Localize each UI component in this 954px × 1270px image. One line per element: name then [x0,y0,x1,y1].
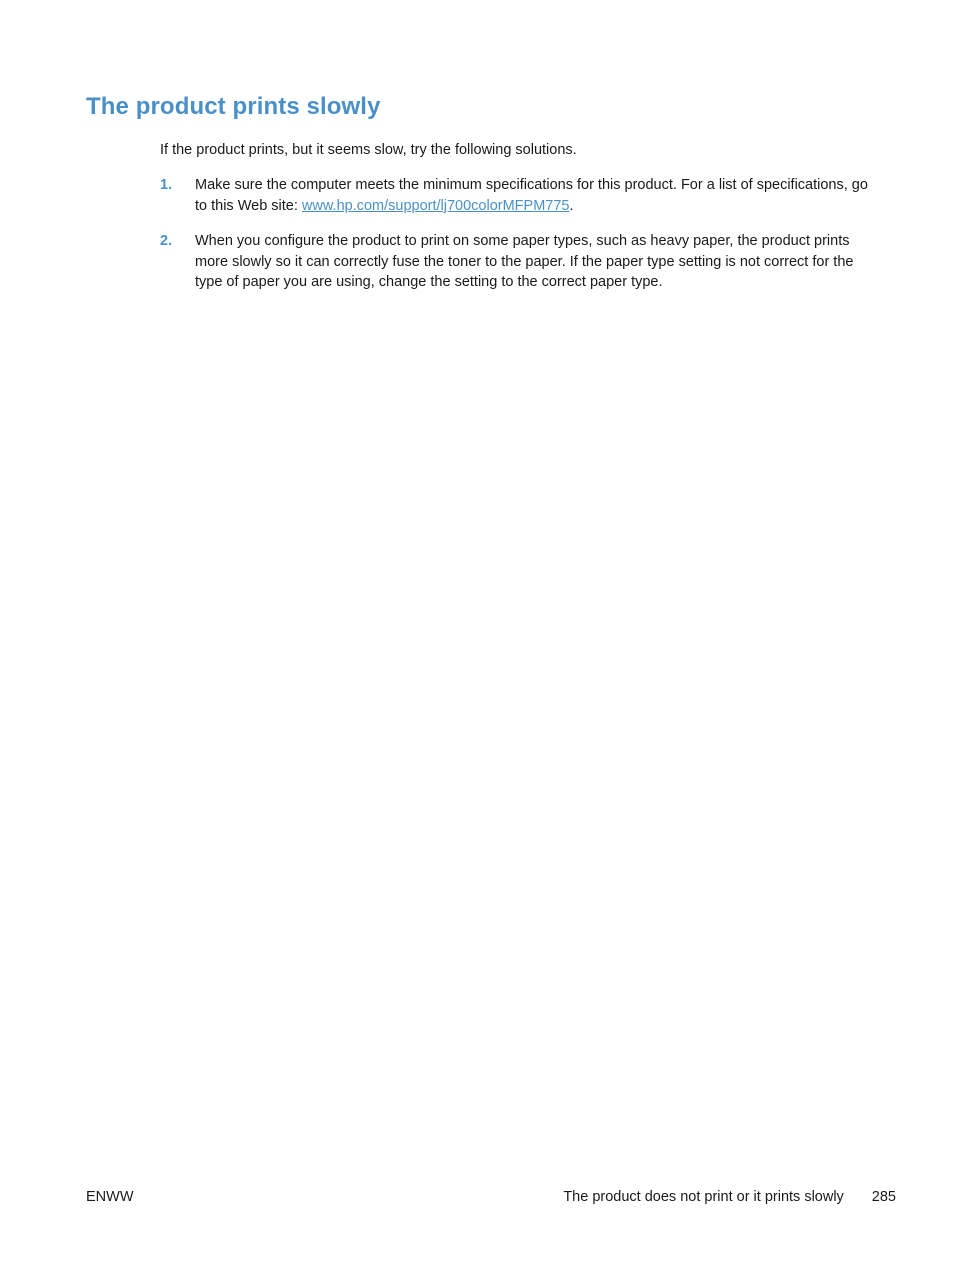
support-link[interactable]: www.hp.com/support/lj700colorMFPM775 [301,197,570,214]
footer-locale: ENWW [86,1189,134,1205]
page-number: 285 [871,1189,896,1205]
intro-paragraph: If the product prints, but it seems slow, try the following solutions. [160,142,577,158]
step-number: 1. [160,177,173,193]
step-text: When you configure the product to print on some paper types, such as heavy paper, the product prints more slowly so it can correctly fuse the toner to the paper. If the paper type setting is not correct for the type of paper you are using, change the setting to the correct paper type. [195,233,854,290]
solution-steps [160,175,880,308]
step-1 [160,175,880,216]
step-text: Make sure the computer meets the minimum specifications for this product. For a list of specifications, go to this Web site: [195,177,868,214]
page-title: The product prints slowly [86,93,381,120]
step-text-end: . [569,197,574,214]
step-number: 2. [160,233,173,249]
footer-chapter [563,1189,896,1205]
step-2 [160,231,880,293]
footer-chapter-title: The product does not print or it prints slowly [563,1189,844,1205]
